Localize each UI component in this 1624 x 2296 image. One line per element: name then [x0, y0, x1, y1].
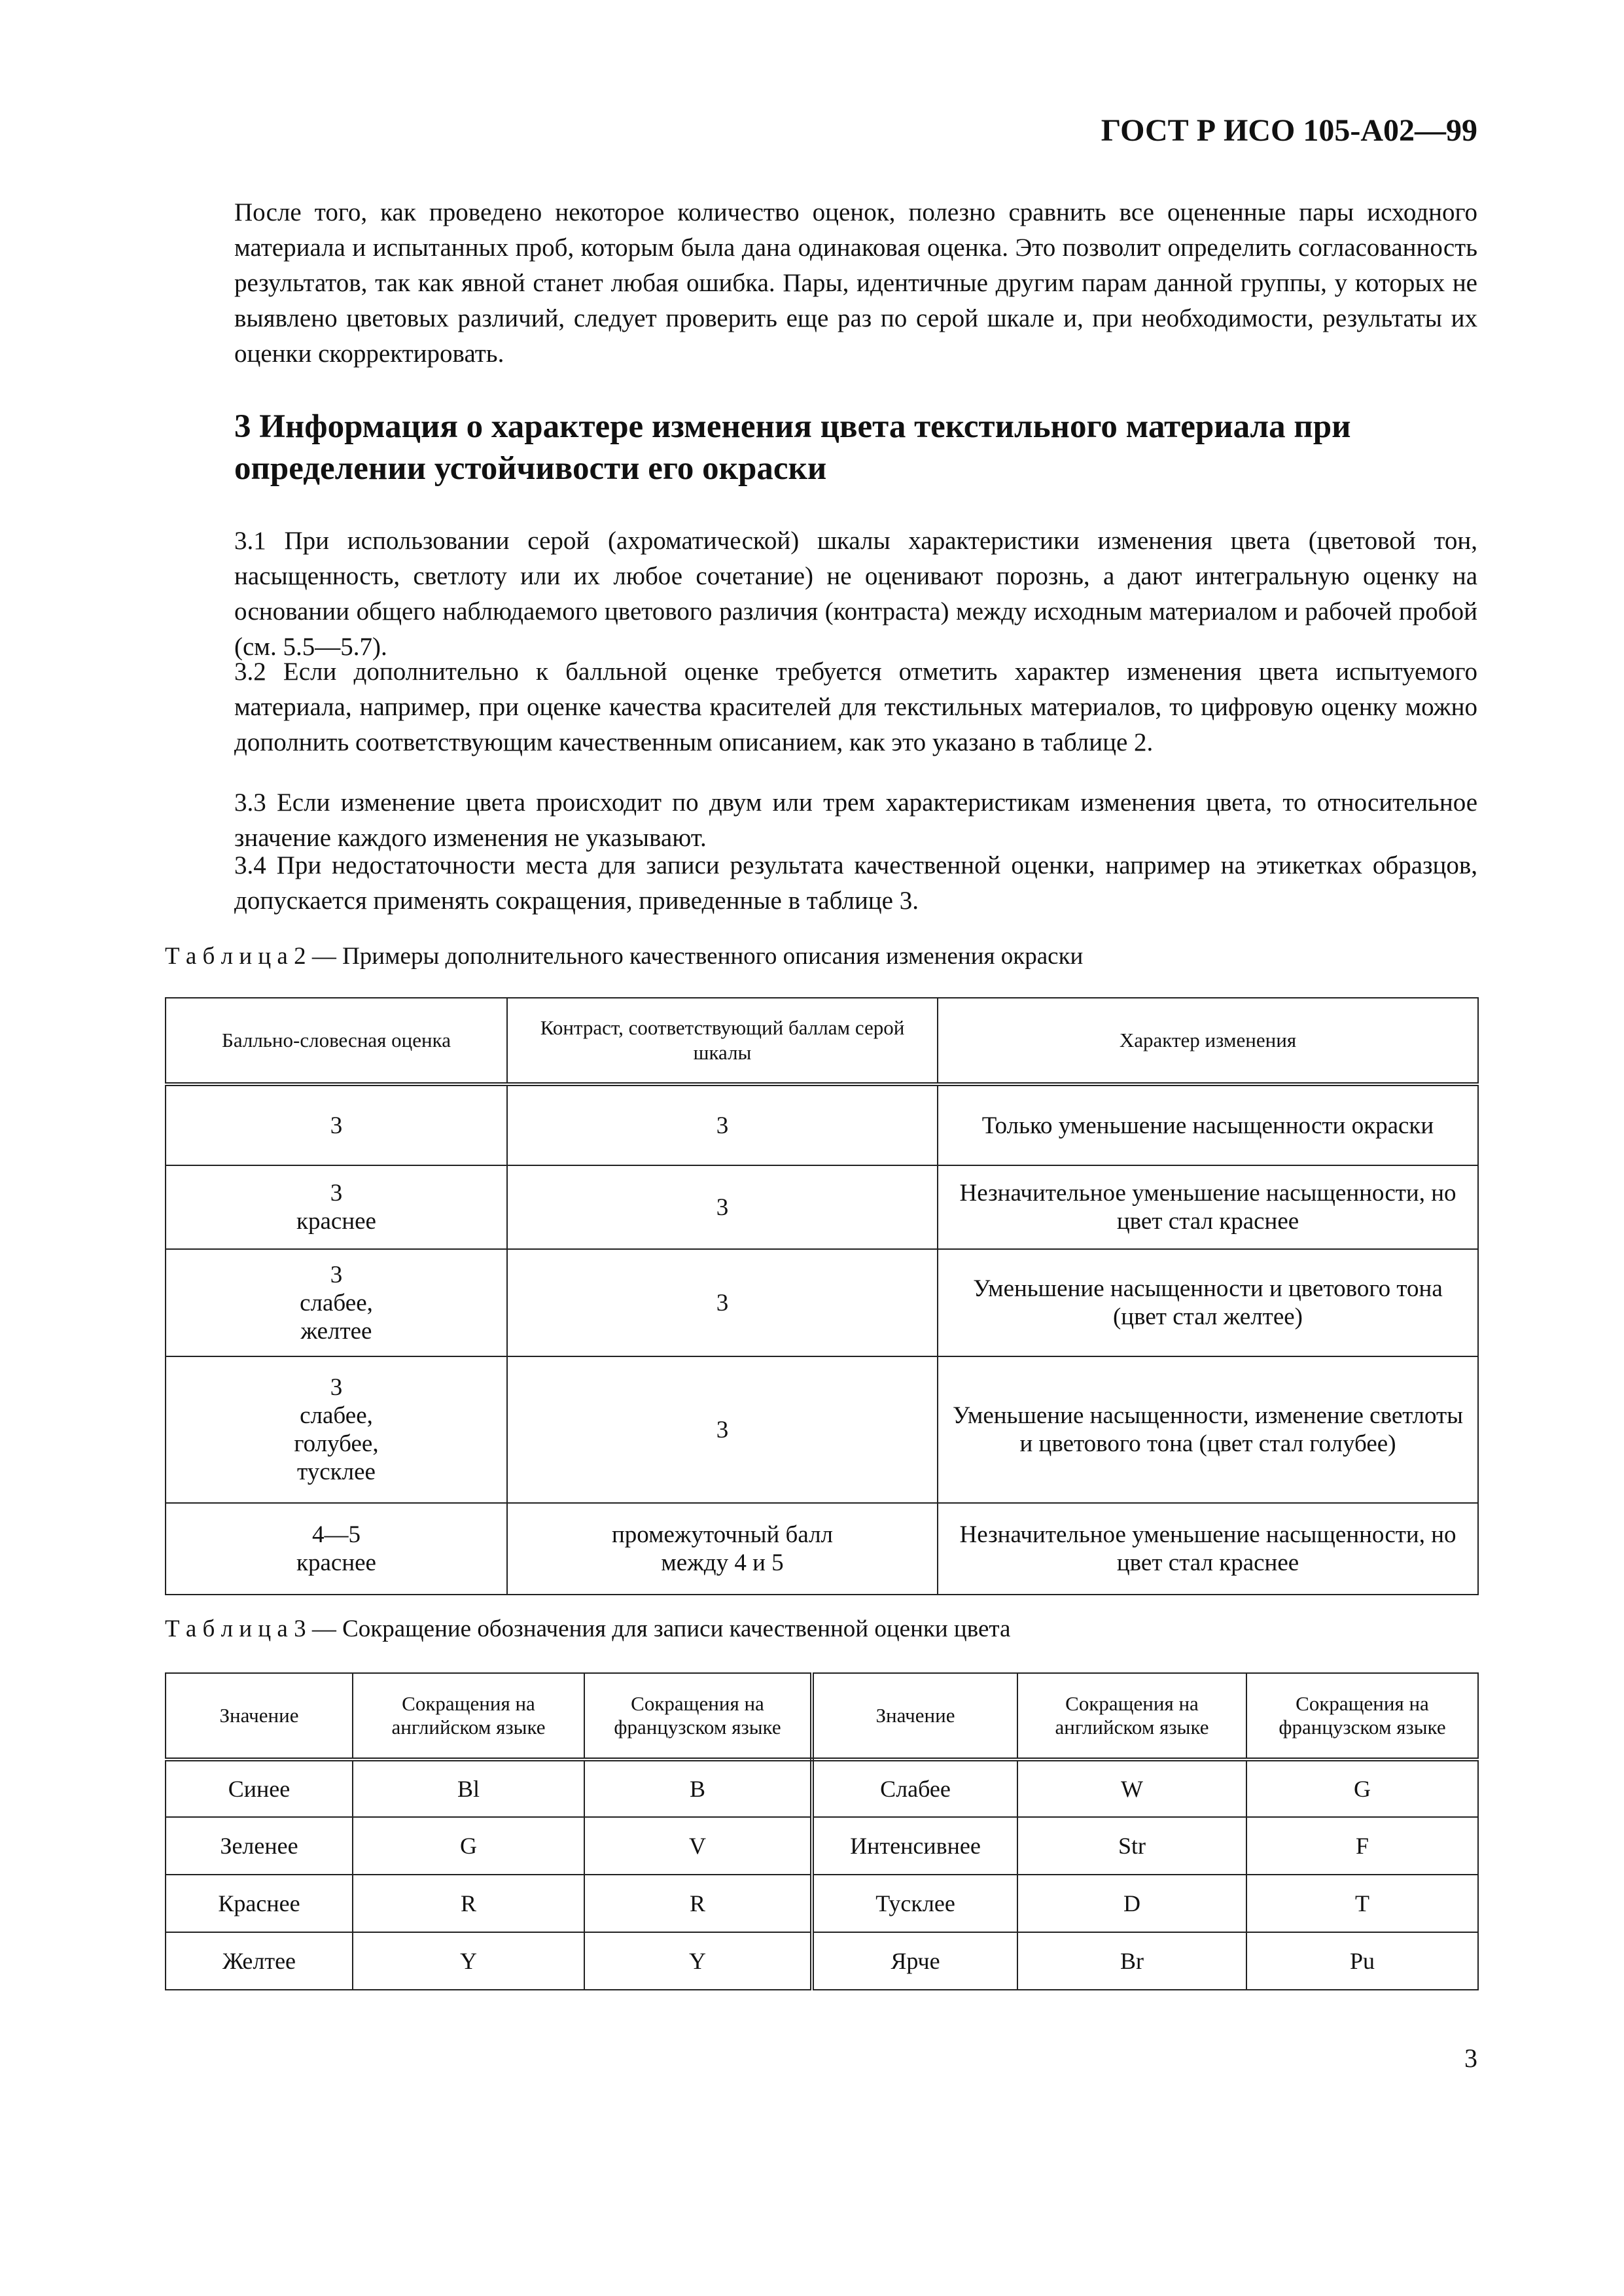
- table-row: [166, 1932, 1478, 1990]
- table3-header-meaning-2: Значение: [812, 1673, 1017, 1759]
- table3-cell-french-1: Y: [584, 1932, 812, 1990]
- table2-cell-score: 3 слабее, желтее: [166, 1249, 507, 1356]
- table3-cell-english-1: G: [353, 1817, 584, 1875]
- table-row: [166, 1817, 1478, 1875]
- table2-cell-contrast: промежуточный балл между 4 и 5: [507, 1503, 938, 1595]
- table2-cell-contrast: 3: [507, 1084, 938, 1165]
- table2-cell-score: 3 краснее: [166, 1165, 507, 1249]
- table3-caption: Т а б л и ц а 3 — Сокращение обозначения для записи качественной оценки цвета: [165, 1616, 1011, 1642]
- paragraph-3-1: 3.1 При использовании серой (ахроматической) шкалы характеристики изменения цвета (цветовой тон, насыщенность, светлоту или их любое сочетание) не оценивают порознь, а дают интегральную оценку на основании общего наблюдаемого цветового различия (контраста) между исходным материалом и рабочей пробой (см. 5.5—5.7).: [234, 527, 1477, 661]
- table3-cell-english-2: D: [1017, 1875, 1246, 1932]
- table2-header-score: Балльно-словесная оценка: [166, 998, 507, 1084]
- table3-header-english-2: Сокращения на английском языке: [1017, 1673, 1246, 1759]
- table3-header-french-1: Сокращения на французском языке: [584, 1673, 812, 1759]
- paragraph-3-2: 3.2 Если дополнительно к балльной оценке требуется отметить характер изменения цвета испытуемого материала, например, при оценке качества красителей для текстильных материалов, то цифровую оценку можно дополнить соответствующим качественным описанием, как это указано в таблице 2.: [234, 658, 1477, 756]
- table2-body: [166, 1084, 1478, 1595]
- table3-cell-english-2: W: [1017, 1759, 1246, 1817]
- table3-header-french-2: Сокращения на французском языке: [1246, 1673, 1478, 1759]
- table3-header-english-1: Сокращения на английском языке: [353, 1673, 584, 1759]
- table3-cell-meaning-2: Ярче: [812, 1932, 1017, 1990]
- table3-cell-french-2: T: [1246, 1875, 1478, 1932]
- table3-cell-meaning-2: Интенсивнее: [812, 1817, 1017, 1875]
- table2-cell-change: Незначительное уменьшение насыщенности, но цвет стал краснее: [938, 1503, 1478, 1595]
- table3-body: [166, 1759, 1478, 1990]
- document-header: ГОСТ Р ИСО 105-А02—99: [1101, 113, 1477, 148]
- page-number: 3: [1464, 2043, 1477, 2073]
- table-row: [166, 1356, 1478, 1503]
- table2-cell-change: Уменьшение насыщенности, изменение светлоты и цветового тона (цвет стал голубее): [938, 1356, 1478, 1503]
- table-row: [166, 1503, 1478, 1595]
- table3-cell-meaning-2: Тусклее: [812, 1875, 1017, 1932]
- table2-header-row: [166, 998, 1478, 1084]
- table2-caption: Т а б л и ц а 2 — Примеры дополнительного качественного описания изменения окраски: [165, 943, 1084, 970]
- table2-header-contrast: Контраст, соответствующий баллам серой шкалы: [507, 998, 938, 1084]
- table-row: [166, 1875, 1478, 1932]
- table3-cell-meaning-1: Зеленее: [166, 1817, 353, 1875]
- table3-cell-french-2: Pu: [1246, 1932, 1478, 1990]
- intro-paragraph: После того, как проведено некоторое количество оценок, полезно сравнить все оцененные пары исходного материала и испытанных проб, которым была дана одинаковая оценка. Это позволит определить согласованность результатов, так как явной станет любая ошибка. Пары, идентичные другим парам данной группы, у которых не выявлено цветовых различий, следует проверить еще раз по серой шкале и, при необходимости, результаты их оценки скорректировать.: [234, 198, 1477, 368]
- table3-cell-french-1: B: [584, 1759, 812, 1817]
- table2-cell-change: Незначительное уменьшение насыщенности, но цвет стал краснее: [938, 1165, 1478, 1249]
- table3-cell-english-2: Str: [1017, 1817, 1246, 1875]
- table3-cell-meaning-2: Слабее: [812, 1759, 1017, 1817]
- table2-cell-contrast: 3: [507, 1356, 938, 1503]
- table3-header-row: [166, 1673, 1478, 1759]
- table3-cell-english-1: Bl: [353, 1759, 584, 1817]
- table3-cell-english-1: Y: [353, 1932, 584, 1990]
- table3-cell-english-2: Br: [1017, 1932, 1246, 1990]
- table3-cell-french-1: V: [584, 1817, 812, 1875]
- table3-cell-meaning-1: Синее: [166, 1759, 353, 1817]
- table2-cell-score: 3: [166, 1084, 507, 1165]
- table3-cell-french-2: G: [1246, 1759, 1478, 1817]
- table3-cell-english-1: R: [353, 1875, 584, 1932]
- table3-cell-meaning-1: Желтее: [166, 1932, 353, 1990]
- table3-cell-meaning-1: Краснее: [166, 1875, 353, 1932]
- table2-cell-change: Уменьшение насыщенности и цветового тона (цвет стал желтее): [938, 1249, 1478, 1356]
- table-row: [166, 1249, 1478, 1356]
- table3-cell-french-2: F: [1246, 1817, 1478, 1875]
- table-2: [165, 997, 1479, 1595]
- table-3: [165, 1672, 1479, 1990]
- paragraph-3-4: 3.4 При недостаточности места для записи результата качественной оценки, например на этикетках образцов, допускается применять сокращения, приведенные в таблице 3.: [234, 851, 1477, 915]
- table3-cell-french-1: R: [584, 1875, 812, 1932]
- table-row: [166, 1165, 1478, 1249]
- table2-cell-change: Только уменьшение насыщенности окраски: [938, 1084, 1478, 1165]
- table2-cell-score: 3 слабее, голубее, тусклее: [166, 1356, 507, 1503]
- table2-cell-contrast: 3: [507, 1165, 938, 1249]
- paragraph-3-3: 3.3 Если изменение цвета происходит по двум или трем характеристикам изменения цвета, то относительное значение каждого изменения не указывают.: [234, 788, 1477, 852]
- table-row: [166, 1084, 1478, 1165]
- table2-cell-contrast: 3: [507, 1249, 938, 1356]
- table-row: [166, 1759, 1478, 1817]
- section-title: 3 Информация о характере изменения цвета текстильного материала при определении устойчивости его окраски: [234, 408, 1351, 487]
- table2-cell-score: 4—5 краснее: [166, 1503, 507, 1595]
- table3-header-meaning-1: Значение: [166, 1673, 353, 1759]
- table2-header-change: Характер изменения: [938, 998, 1478, 1084]
